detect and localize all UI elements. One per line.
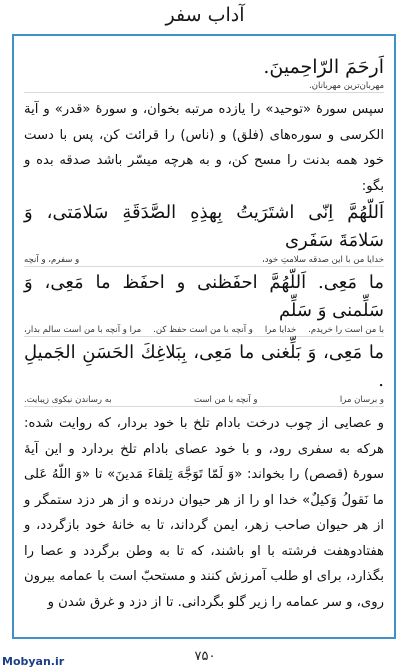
dua3-arabic: ما مَعِى، وَ بَلِّغنى ما مَعِى، بِبَلاغِكَ الحَسَنِ الجَميلِ .	[24, 342, 384, 391]
dua2-gloss	[24, 325, 384, 337]
dua2-arabic: ما مَعِى. اَللّهُمَّ احفَظنى و احفَظ ما مَعِى، وَ سَلِّمنى وَ سَلِّم	[24, 272, 384, 321]
page-title: آداب سفر	[165, 4, 245, 26]
dua3-gloss-part: و برسان مرا	[339, 395, 384, 405]
page-body	[14, 54, 394, 615]
line1-arabic: اَرحَمَ الرّاحِمينَ.	[263, 56, 384, 78]
dua3-gloss-part: و آنچه با من است	[194, 395, 258, 405]
paragraph-2-text: و عصایی از چوب درخت بادام تلخ با خود بردار، که روایت شده: هرکه به سفری رود، و با خود عصای بادام تلخ بردارد و این آیهٔ سورهٔ (قصص) را بخواند: «وَ لَمّا تَوَجَّهَ تِلقاءَ مَدينَ» تا «وَ اللّهُ عَلى ما نَقولُ وَكيلٌ» خدا او را از هر حیوان درنده و از هر دزد ستمگر و از هر حیوان صاحب زهر، ایمن گرداند، تا به خانهٔ خود بازگردد، و هفتادوهفت فرشته با او باشند، که تا به وطن برگردد و عصا را بگذارد، برای او طلب آمرزش کنند و مستحبّ است با عمامه بیرون روی، و سر عمامه را زیر گلو بگردانی. تا از دزد و غرق شدن و	[24, 416, 384, 610]
dua2-gloss-part: با من است را خریدم.	[308, 325, 384, 335]
dua1-gloss-left: و سفرم، و آنچه	[24, 255, 80, 265]
dua2-gloss-part: خدایا مرا	[264, 325, 297, 335]
paragraph-2	[24, 411, 384, 615]
dua3-gloss	[24, 395, 384, 407]
site-watermark: Mobyan.ir	[2, 655, 65, 668]
dua2-gloss-part: مرا و آنچه با من است سالم بدار،	[24, 325, 142, 335]
dua1-arabic: اَللّهُمَّ اِنّى اشتَرَيتُ بِهذِهِ الصَّدَقَةِ سَلامَتى، وَ سَلامَةَ سَفَرى	[24, 202, 384, 251]
dua2-gloss-part: و آنچه با من است حفظ کن.	[153, 325, 253, 335]
dua1-gloss-right: خدایا من با این صدقه سلامتِ خود،	[262, 255, 384, 265]
text-frame	[12, 34, 396, 639]
paragraph-1	[24, 97, 384, 199]
dua1-gloss	[24, 255, 384, 267]
dua3-gloss-part: به رساندن نیکوی زیبایت.	[24, 395, 112, 405]
page-number: ۷۵۰	[194, 649, 216, 664]
paragraph-1-text: سپس سورهٔ «توحید» را یازده مرتبه بخوان، و سورهٔ «قدر» و آیة الکرسی و سوره‌های (فلق) و (ناس) را قرائت کن، پس با دست خود همه بدنت را مسح کن، و به هرچه میسّر باشد صدقه بده و بگو:	[24, 102, 384, 194]
line1-gloss-text: مهربان‌ترین مهربانان.	[309, 81, 384, 91]
line1-gloss	[24, 81, 384, 93]
